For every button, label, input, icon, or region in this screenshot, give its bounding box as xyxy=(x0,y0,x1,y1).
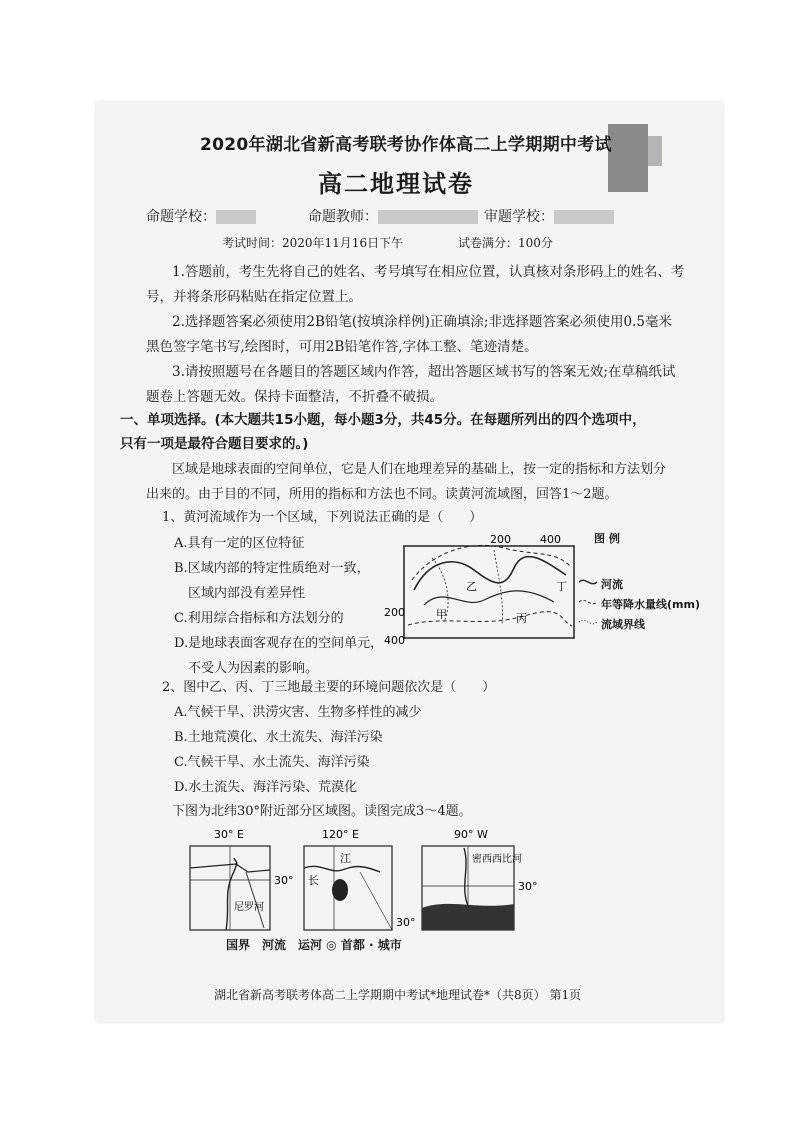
map-nile xyxy=(186,828,296,934)
label-200-top: 200 xyxy=(490,533,511,546)
review-school: 审题学校： xyxy=(484,206,614,226)
question-2-option-b: B.土地荒漠化、水土流失、海洋污染 xyxy=(174,730,383,745)
svg-text:尼罗河: 尼罗河 xyxy=(234,902,264,913)
map-mississippi xyxy=(418,828,538,934)
map-yangtze xyxy=(300,828,416,934)
question-1-option-d: 不受人为因素的影响。 xyxy=(188,661,319,676)
instruction-line: 2.选择题答案必须使用2B铅笔(按填涂样例)正确填涂;非选择题答案必须使用0.5毫米 xyxy=(172,314,672,330)
svg-text:90° W: 90° W xyxy=(454,828,488,841)
place-ding: 丁 xyxy=(556,580,567,593)
instruction-line: 题卷上答题无效。保持卡面整洁，不折叠不破损。 xyxy=(146,389,443,405)
svg-text:30°: 30° xyxy=(274,874,294,887)
label-400-left: 400 xyxy=(384,634,405,647)
maps-legend: 国界 河流 运河 ◎ 首都 · 城市 xyxy=(226,938,402,952)
qr-code-edge xyxy=(648,136,662,166)
svg-text:30°: 30° xyxy=(518,880,538,893)
river-branch xyxy=(424,591,554,605)
question-1-option-c: C.利用综合指标和方法划分的 xyxy=(174,611,344,626)
qr-code-blurred xyxy=(608,124,648,192)
section-heading: 只有一项是最符合题目要求的。) xyxy=(120,436,309,452)
legend-river-symbol xyxy=(579,580,597,583)
question-2-option-a: A.气候干旱、洪涝灾害、生物多样性的减少 xyxy=(174,705,422,720)
question-1-stem: 1、黄河流域作为一个区域，下列说法正确的是（ ） xyxy=(162,510,483,525)
svg-text:密西西比河: 密西西比河 xyxy=(472,854,522,865)
label-200-left: 200 xyxy=(384,606,405,619)
legend-river: 河流 xyxy=(601,578,623,591)
exam-time: 考试时间：2020年11月16日下午 xyxy=(222,236,404,250)
paper-subtitle: 高二地理试卷 xyxy=(318,170,474,198)
redacted-block xyxy=(378,210,478,224)
svg-text:120° E: 120° E xyxy=(322,828,359,841)
svg-text:长: 长 xyxy=(308,874,319,887)
instruction-line: 黑色签字笔书写,绘图时，可用2B铅笔作答,字体工整、笔迹清楚。 xyxy=(146,339,538,355)
legend-boundary-symbol xyxy=(579,620,597,623)
intro-text: 区域是地球表面的空间单位，它是人们在地理差异的基础上，按一定的指标和方法划分 xyxy=(172,462,667,477)
svg-text:江: 江 xyxy=(340,852,351,865)
place-bing: 丙 xyxy=(516,612,527,625)
legend-isohyet-symbol xyxy=(579,600,597,603)
legend-boundary: 流域界线 xyxy=(601,618,645,631)
place-yi: 乙 xyxy=(466,580,477,593)
legend-isohyet: 年等降水量线(mm) xyxy=(601,598,700,611)
setter-school: 命题学校： xyxy=(146,206,256,226)
question-1-option-a: A.具有一定的区位特征 xyxy=(174,536,305,551)
svg-text:30° E: 30° E xyxy=(214,828,244,841)
question-1-option-d: D.是地球表面客观存在的空间单元， xyxy=(174,636,384,651)
isohyet-line xyxy=(408,612,572,626)
setter-teacher: 命题教师： xyxy=(308,206,478,226)
instruction-line: 3.请按照题号在各题目的答题区域内作答，超出答题区域书写的答案无效;在草稿纸试 xyxy=(172,364,676,380)
question-2-option-d: D.水土流失、海洋污染、荒漠化 xyxy=(174,780,358,795)
instruction-line: 号，并将条形码粘贴在指定位置上。 xyxy=(146,289,362,305)
section-heading: 一、单项选择。(本大题共15小题，每小题3分，共45分。在每题所列出的四个选项中， xyxy=(120,412,646,428)
redacted-block xyxy=(554,210,614,224)
exam-title: 2020年湖北省新高考联考协作体高二上学期期中考试 xyxy=(200,135,612,155)
intro-text: 出来的。由于目的不同，所用的指标和方法也不同。读黄河流域图，回答1～2题。 xyxy=(146,487,618,502)
instruction-line: 1.答题前，考生先将自己的姓名、考号填写在相应位置，认真核对条形码上的姓名、考 xyxy=(172,264,685,280)
question-1-option-b: B.区域内部的特定性质绝对一致， xyxy=(174,561,370,576)
full-score: 试卷满分：100分 xyxy=(458,236,553,250)
redacted-block xyxy=(216,210,256,224)
river-line xyxy=(414,557,566,590)
exam-paper xyxy=(96,102,723,1022)
question-1-option-b: 区域内部没有差异性 xyxy=(188,586,306,601)
question-2-option-c: C.气候干旱、水土流失、海洋污染 xyxy=(174,755,370,770)
svg-text:30°: 30° xyxy=(396,916,416,929)
label-400-top: 400 xyxy=(540,533,561,546)
page-footer: 湖北省新高考联考体高二上学期期中考试*地理试卷*（共8页） 第1页 xyxy=(214,988,582,1002)
question-2-stem: 2、图中乙、丙、丁三地最主要的环境问题依次是（ ） xyxy=(162,680,496,695)
map-intro: 下图为北纬30°附近部分区域图。读图完成3～4题。 xyxy=(172,804,472,819)
map-frame xyxy=(404,546,574,638)
yellow-river-map xyxy=(384,530,714,650)
place-jia: 甲 xyxy=(436,608,447,621)
legend-title: 图 例 xyxy=(594,532,620,545)
